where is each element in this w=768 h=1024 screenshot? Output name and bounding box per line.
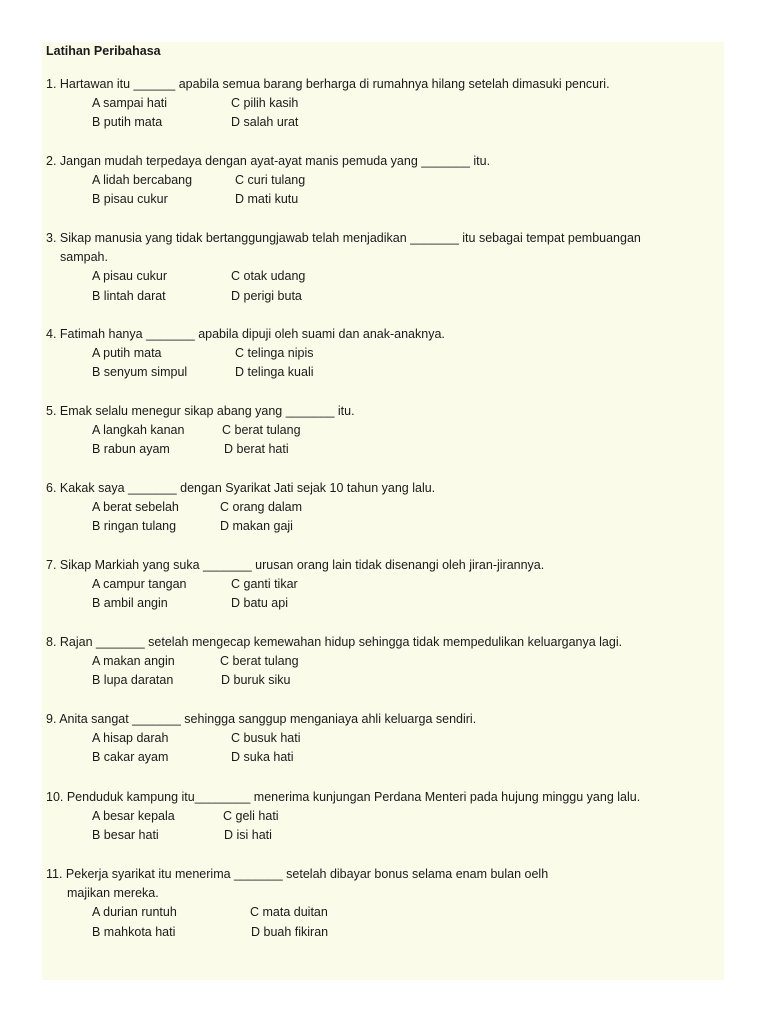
option-d: D isi hati [224, 828, 272, 843]
question-4 [46, 325, 445, 383]
option-a: A sampai hati [92, 96, 168, 111]
option-a: A berat sebelah [92, 500, 179, 515]
option-a: A lidah bercabang [92, 173, 193, 188]
page-title: Latihan Peribahasa [46, 44, 161, 58]
option-c: C busuk hati [231, 731, 301, 746]
question-3 [46, 229, 641, 306]
option-b: B rabun ayam [92, 442, 170, 457]
question-stem: 3. Sikap manusia yang tidak bertanggungjawab telah menjadikan _______ itu sebagai tempat pembuangan [46, 231, 641, 245]
option-d: D berat hati [224, 442, 289, 457]
question-1 [46, 75, 610, 133]
option-d: D makan gaji [220, 519, 293, 534]
option-a: A langkah kanan [92, 423, 185, 438]
option-b: B senyum simpul [92, 365, 188, 380]
option-c: C orang dalam [220, 500, 302, 515]
option-a: A durian runtuh [92, 905, 177, 920]
option-b: B ringan tulang [92, 519, 177, 534]
option-c: C otak udang [231, 269, 306, 284]
question-11 [46, 865, 548, 942]
question-8 [46, 633, 622, 691]
option-a: A hisap darah [92, 731, 169, 746]
option-c: C pilih kasih [231, 96, 299, 111]
question-stem: 7. Sikap Markiah yang suka _______ urusan orang lain tidak disenangi oleh jiran-jirannya. [46, 558, 545, 572]
option-b: B pisau cukur [92, 192, 168, 207]
option-b: B lintah darat [92, 288, 166, 303]
question-10 [46, 788, 640, 846]
option-d: D buruk siku [221, 673, 291, 688]
question-stem: 4. Fatimah hanya _______ apabila dipuji oleh suami dan anak-anaknya. [46, 327, 445, 341]
option-d: D batu api [231, 596, 288, 611]
option-c: C ganti tikar [231, 577, 298, 592]
question-stem: 9. Anita sangat _______ sehingga sanggup menganiaya ahli keluarga sendiri. [46, 712, 477, 726]
option-a: A makan angin [92, 654, 175, 669]
question-stem: 2. Jangan mudah terpedaya dengan ayat-ayat manis pemuda yang _______ itu. [46, 154, 491, 168]
option-b: B ambil angin [92, 596, 168, 611]
option-b: B lupa daratan [92, 673, 174, 688]
question-stem-continued: majikan mereka. [67, 886, 159, 901]
question-stem: 10. Penduduk kampung itu________ menerima kunjungan Perdana Menteri pada hujung minggu yang lalu. [46, 790, 641, 804]
question-7 [46, 556, 544, 614]
option-d: D suka hati [231, 750, 294, 765]
option-b: B besar hati [92, 828, 159, 843]
option-c: C telinga nipis [235, 346, 314, 361]
question-5 [46, 402, 355, 460]
option-b: B cakar ayam [92, 750, 169, 765]
option-c: C berat tulang [220, 654, 299, 669]
question-stem-continued: sampah. [60, 250, 108, 265]
option-c: C mata duitan [250, 905, 328, 920]
question-stem: 5. Emak selalu menegur sikap abang yang _______ itu. [46, 404, 355, 418]
option-a: A besar kepala [92, 809, 175, 824]
option-b: B putih mata [92, 115, 163, 130]
option-a: A pisau cukur [92, 269, 168, 284]
question-2 [46, 152, 490, 210]
option-a: A putih mata [92, 346, 162, 361]
option-d: D salah urat [231, 115, 299, 130]
question-stem: 1. Hartawan itu ______ apabila semua barang berharga di rumahnya hilang setelah dimasuki pencuri. [46, 77, 610, 91]
option-d: D telinga kuali [235, 365, 314, 380]
question-6 [46, 479, 435, 537]
question-9 [46, 710, 476, 768]
option-c: C curi tulang [235, 173, 306, 188]
question-stem: 8. Rajan _______ setelah mengecap kemewahan hidup sehingga tidak mempedulikan keluarganya lagi. [46, 635, 623, 649]
option-a: A campur tangan [92, 577, 187, 592]
question-stem: 6. Kakak saya _______ dengan Syarikat Jati sejak 10 tahun yang lalu. [46, 481, 436, 495]
option-c: C berat tulang [222, 423, 301, 438]
option-d: D perigi buta [231, 288, 302, 303]
option-d: D buah fikiran [251, 924, 329, 939]
question-stem: 11. Pekerja syarikat itu menerima _______ setelah dibayar bonus selama enam bulan oelh [46, 867, 549, 881]
option-d: D mati kutu [235, 192, 299, 207]
option-b: B mahkota hati [92, 924, 176, 939]
option-c: C geli hati [223, 809, 279, 824]
